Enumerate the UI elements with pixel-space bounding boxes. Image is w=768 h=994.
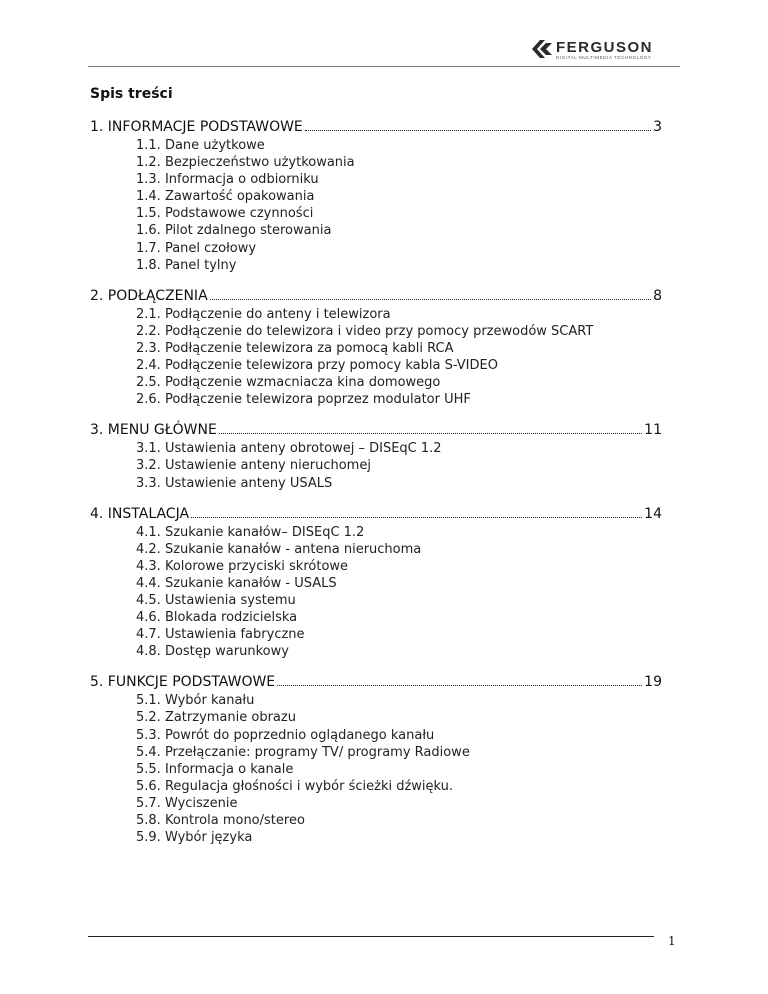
section-page-number: 19 [644, 674, 662, 691]
toc-subsection-item[interactable]: 1.2. Bezpieczeństwo użytkowania [136, 155, 355, 171]
toc-subsection-item[interactable]: 4.2. Szukanie kanałów - antena nieruchoma [136, 541, 422, 557]
dot-leader [305, 130, 651, 131]
toc-subsection-item[interactable]: 4.6. Blokada rodzicielska [136, 610, 298, 626]
toc-subsection-item[interactable]: 4.1. Szukanie kanałów– DISEqC 1.2 [136, 524, 365, 540]
toc-subsection-item[interactable]: 1.4. Zawartość opakowania [136, 189, 315, 205]
ferguson-logo-icon [532, 40, 552, 58]
toc-subsection-item[interactable]: 2.5. Podłączenie wzmacniacza kina domowego [136, 375, 441, 391]
toc-section-heading[interactable] [90, 673, 662, 692]
toc-section-heading[interactable] [90, 505, 662, 524]
dot-leader [277, 685, 642, 686]
toc-subsection-item[interactable]: 1.5. Podstawowe czynności [136, 206, 314, 222]
header-divider [88, 66, 680, 67]
logo-tagline: DIGITAL MULTIMEDIA TECHNOLOGY [556, 55, 652, 60]
section-page-number: 8 [653, 287, 662, 304]
toc-subsection-item[interactable]: 5.4. Przełączanie: programy TV/ programy Radiowe [136, 744, 470, 760]
toc-subsection-item[interactable]: 1.8. Panel tylny [136, 257, 237, 273]
section-title: 5. FUNKCJE PODSTAWOWE [90, 674, 276, 691]
toc-subsection-item[interactable]: 5.7. Wyciszenie [136, 795, 238, 811]
toc-section-heading[interactable] [90, 421, 662, 440]
toc-section [90, 421, 662, 491]
toc-subsection-item[interactable]: 2.2. Podłączenie do telewizora i video przy pomocy przewodów SCART [136, 323, 594, 339]
section-page-number: 14 [644, 505, 662, 522]
toc-subsection-item[interactable]: 4.3. Kolorowe przyciski skrótowe [136, 558, 349, 574]
section-title: 4. INSTALACJA [90, 505, 190, 522]
toc-section-heading[interactable] [90, 118, 662, 137]
section-title: 2. PODŁĄCZENIA [90, 287, 208, 304]
toc-subsection-item[interactable]: 4.7. Ustawienia fabryczne [136, 627, 305, 643]
toc-subsection-list [90, 692, 662, 846]
toc-subsection-item[interactable]: 2.6. Podłączenie telewizora poprzez modulator UHF [136, 392, 471, 408]
footer-divider [88, 936, 654, 937]
toc-subsection-item[interactable]: 2.3. Podłączenie telewizora za pomocą kabli RCA [136, 340, 454, 356]
section-page-number: 3 [653, 119, 662, 135]
toc-subsection-item[interactable]: 5.3. Powrót do poprzednio oglądanego kanału [136, 727, 435, 743]
toc-subsection-item[interactable]: 3.3. Ustawienie anteny USALS [136, 475, 333, 491]
toc-subsection-item[interactable]: 3.2. Ustawienie anteny nieruchomej [136, 458, 371, 474]
ferguson-logo [532, 40, 653, 61]
toc-subsection-item[interactable]: 5.6. Regulacja głośności i wybór ścieżki dźwięku. [136, 778, 454, 794]
section-title: 3. MENU GŁÓWNE [90, 422, 217, 439]
dot-leader [219, 433, 642, 434]
toc-subsection-item[interactable]: 5.9. Wybór języka [136, 830, 253, 846]
toc-subsection-item[interactable]: 1.1. Dane użytkowe [136, 138, 265, 153]
toc-subsection-item[interactable]: 5.1. Wybór kanału [136, 693, 255, 709]
table-of-contents [90, 118, 662, 859]
toc-subsection-item[interactable]: 5.8. Kontrola mono/stereo [136, 813, 305, 828]
dot-leader [191, 517, 642, 518]
toc-section [90, 673, 662, 846]
logo-name: FERGUSON [556, 39, 654, 56]
toc-subsection-item[interactable]: 2.1. Podłączenie do anteny i telewizora [136, 306, 391, 322]
toc-subsection-list [90, 440, 662, 491]
toc-subsection-item[interactable]: 2.4. Podłączenie telewizora przy pomocy kabla S-VIDEO [136, 358, 498, 374]
toc-subsection-list [90, 137, 662, 274]
toc-subsection-item[interactable]: 1.3. Informacja o odbiorniku [136, 172, 319, 188]
toc-subsection-item[interactable]: 3.1. Ustawienia anteny obrotowej – DISEqC 1.2 [136, 441, 442, 457]
toc-subsection-item[interactable]: 4.5. Ustawienia systemu [136, 592, 296, 608]
section-title: 1. INFORMACJE PODSTAWOWE [90, 119, 303, 135]
toc-subsection-item[interactable]: 4.8. Dostęp warunkowy [136, 644, 289, 660]
toc-section [90, 118, 662, 274]
toc-title: Spis treści [90, 86, 173, 102]
page-number: 1 [668, 934, 676, 948]
toc-subsection-item[interactable]: 1.7. Panel czołowy [136, 240, 257, 256]
toc-section [90, 505, 662, 661]
section-page-number: 11 [644, 422, 662, 439]
toc-section-heading[interactable] [90, 287, 662, 306]
toc-subsection-list [90, 306, 662, 409]
toc-subsection-item[interactable]: 5.5. Informacja o kanale [136, 761, 294, 777]
dot-leader [210, 299, 651, 300]
toc-subsection-item[interactable]: 1.6. Pilot zdalnego sterowania [136, 223, 332, 239]
toc-section [90, 287, 662, 409]
toc-subsection-item[interactable]: 4.4. Szukanie kanałów - USALS [136, 575, 337, 591]
toc-subsection-item[interactable]: 5.2. Zatrzymanie obrazu [136, 710, 296, 726]
toc-subsection-list [90, 524, 662, 661]
